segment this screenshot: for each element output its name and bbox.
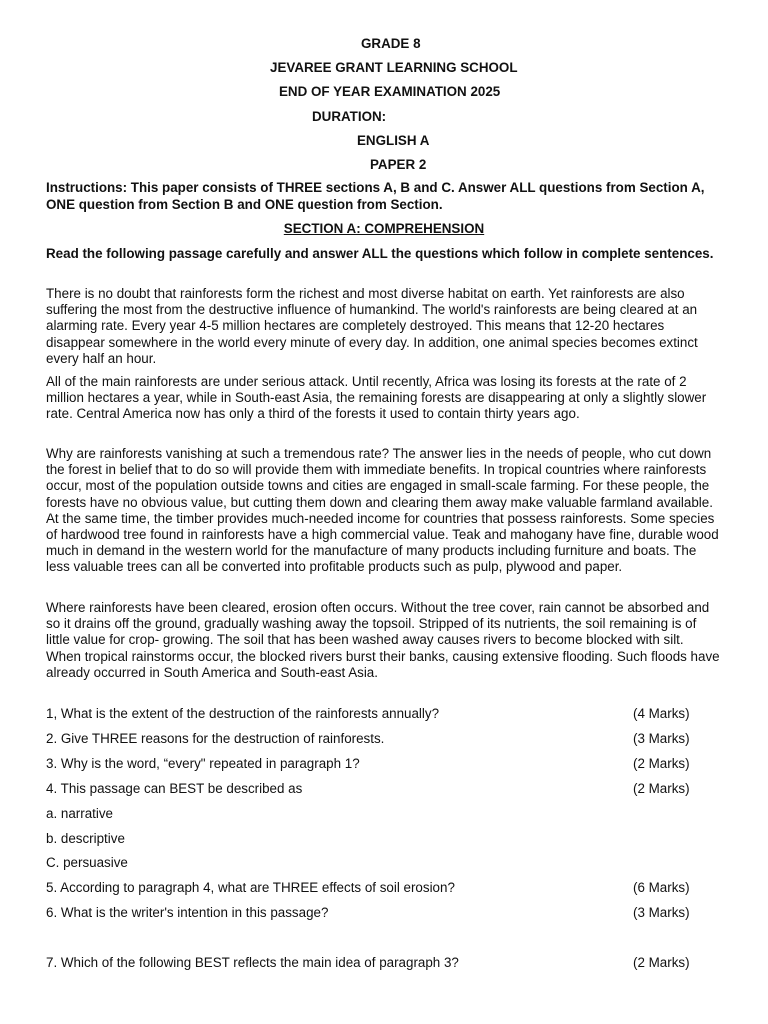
option-a xyxy=(46,806,722,822)
passage-paragraph-1: There is no doubt that rainforests form the richest and most diverse habitat on earth. Yet rainforests are also suffering the most from the destructive influence of humankind. The world's rainforests are being cleared at an alarming rate. Every year 4-5 million hectares are completely destroyed. This means that 12-20 hectares disappear somewhere in the world every minute of every day. In addition, one animal species becomes extinct every half an hour. xyxy=(46,286,698,366)
grade-heading: GRADE 8 xyxy=(361,36,421,51)
question-marks: (3 Marks) xyxy=(633,731,690,746)
question-marks: (6 Marks) xyxy=(633,880,690,895)
option-text: b. descriptive xyxy=(46,831,125,846)
question-marks: (2 Marks) xyxy=(633,955,690,970)
passage-paragraph-4: Where rainforests have been cleared, erosion often occurs. Without the tree cover, rain cannot be absorbed and so it drains off the ground, gradually washing away the topsoil. Stripped of its nutrients, the soil remaining is of little value for crop- growing. The soil that has been washed away causes rivers to become blocked with silt. When tropical rainstorms occur, the blocked rivers burst their banks, causing extensive flooding. Such floods have already occurred in South America and South-east Asia. xyxy=(46,600,720,680)
question-marks: (3 Marks) xyxy=(633,905,690,920)
option-text: C. persuasive xyxy=(46,855,128,870)
question-1 xyxy=(46,706,722,722)
option-b xyxy=(46,831,722,847)
question-text: 7. Which of the following BEST reflects the main idea of paragraph 3? xyxy=(46,955,459,970)
question-text: 1, What is the extent of the destruction of the rainforests annually? xyxy=(46,706,440,721)
question-marks: (4 Marks) xyxy=(633,706,690,721)
option-text: a. narrative xyxy=(46,806,113,821)
question-2 xyxy=(46,731,722,747)
paper-heading: PAPER 2 xyxy=(370,157,427,172)
question-4 xyxy=(46,781,722,797)
question-text: 5. According to paragraph 4, what are THREE effects of soil erosion? xyxy=(46,880,455,895)
question-text: 2. Give THREE reasons for the destruction of rainforests. xyxy=(46,731,385,746)
question-text: 3. Why is the word, “every" repeated in paragraph 1? xyxy=(46,756,360,771)
instructions: Instructions: This paper consists of THREE sections A, B and C. Answer ALL questions from Section A, ONE question from Section B and ONE question from Section. xyxy=(46,180,705,212)
question-3 xyxy=(46,756,722,772)
read-instruction: Read the following passage carefully and answer ALL the questions which follow in complete sentences. xyxy=(46,246,714,261)
question-7 xyxy=(46,955,722,971)
school-heading: JEVAREE GRANT LEARNING SCHOOL xyxy=(270,60,518,75)
question-marks: (2 Marks) xyxy=(633,756,690,771)
question-marks: (2 Marks) xyxy=(633,781,690,796)
option-c xyxy=(46,855,722,871)
exam-heading: END OF YEAR EXAMINATION 2025 xyxy=(279,84,501,99)
section-title: SECTION A: COMPREHENSION xyxy=(283,221,485,236)
passage-paragraph-3: Why are rainforests vanishing at such a tremendous rate? The answer lies in the needs of people, who cut down the forest in belief that to do so will provide them with immediate benefits. In tropical countries where rainforests occur, most of the population outside towns and cities are engaged in small-scale farming. For these people, the forests have no obvious value, but cutting them down and clearing them away make valuable farmland available. At the same time, the timber provides much-needed income for countries that possess rainforests. Some species of hardwood tree found in rainforests have a high commercial value. Teak and mahogany have fine, durable wood much in demand in the western world for the manufacture of many products including furniture and boats. The less valuable trees can all be converted into profitable products such as pulp, plywood and paper. xyxy=(46,446,719,575)
duration-heading: DURATION: xyxy=(312,109,387,124)
question-6 xyxy=(46,905,722,921)
question-text: 4. This passage can BEST be described as xyxy=(46,781,303,796)
subject-heading: ENGLISH A xyxy=(357,133,430,148)
passage-paragraph-2: All of the main rainforests are under serious attack. Until recently, Africa was losing its forests at the rate of 2 million hectares a year, while in South-east Asia, the remaining forests are disappearing at only a slightly slower rate. Central America now has only a third of the forests it used to contain thirty years ago. xyxy=(46,374,707,422)
question-5 xyxy=(46,880,722,896)
question-text: 6. What is the writer's intention in this passage? xyxy=(46,905,329,920)
